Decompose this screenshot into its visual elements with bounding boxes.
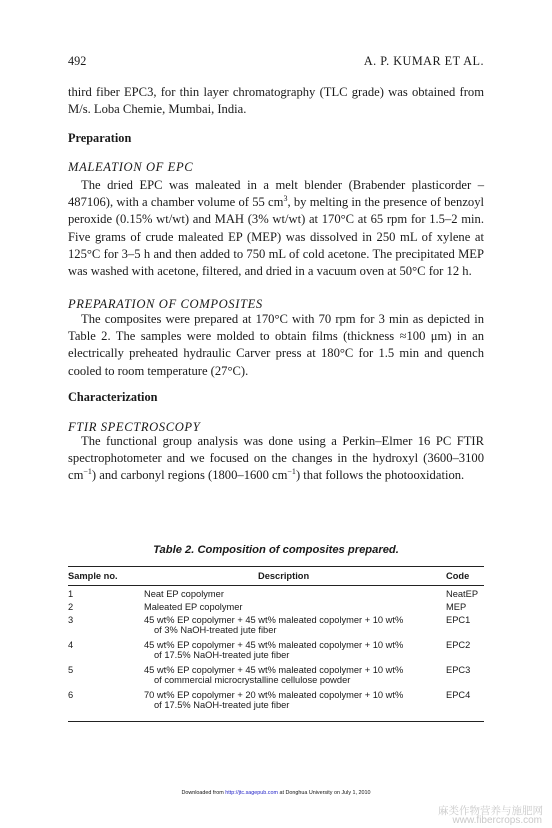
- cell-sample-no: 2: [68, 602, 74, 612]
- watermark-text: 麻类作物营养与施肥网: [438, 805, 543, 817]
- download-footer: [0, 790, 552, 796]
- table-row: [68, 665, 484, 690]
- section-heading-preparation: Preparation: [68, 131, 132, 145]
- cell-description-line: 70 wt% EP copolymer + 20 wt% maleated copolymer + 10 wt%: [144, 690, 404, 700]
- cell-sample-no: 5: [68, 665, 74, 675]
- cell-description: [144, 589, 434, 599]
- table-row: [68, 602, 484, 615]
- cell-sample-no: 6: [68, 690, 74, 700]
- cell-description-continuation: of 17.5% NaOH-treated jute fiber: [154, 650, 290, 660]
- cell-code: MEP: [446, 602, 467, 612]
- table-body: [68, 589, 484, 715]
- cell-description: [144, 640, 434, 660]
- footer-link[interactable]: http://jtc.sagepub.com: [225, 790, 278, 796]
- section-heading-characterization: Characterization: [68, 390, 158, 404]
- footer-suffix: at Donghua University on July 1, 2010: [277, 790, 371, 796]
- footer-prefix: Downloaded from: [181, 790, 226, 796]
- page-number: 492: [68, 54, 87, 68]
- column-header-description: Description: [258, 571, 310, 581]
- ftir-text-a: The functional group analysis was done using a Perkin–Elmer 16 PC FTIR spectrophotometer and we focused on the changes in the hydroxyl (3600–3100 cm: [68, 434, 484, 483]
- table-caption: Table 2. Composition of composites prepared.: [153, 544, 399, 556]
- cell-code: NeatEP: [446, 589, 479, 599]
- maleation-paragraph: [68, 177, 484, 280]
- cell-code: EPC2: [446, 640, 471, 650]
- subsection-heading-ftir: FTIR SPECTROSCOPY: [68, 420, 201, 434]
- table-top-rule: [68, 566, 484, 567]
- column-header-code: Code: [446, 571, 470, 581]
- cell-description-continuation: of commercial microcrystalline cellulose powder: [154, 675, 351, 685]
- ftir-paragraph: [68, 433, 484, 485]
- cell-description: [144, 665, 434, 685]
- table-header-rule: [68, 585, 484, 586]
- cell-code: EPC1: [446, 615, 471, 625]
- cell-sample-no: 3: [68, 615, 74, 625]
- table-row: [68, 690, 484, 715]
- composites-paragraph: The composites were prepared at 170°C with 70 rpm for 3 min as depicted in Table 2. The samples were molded to obtain films (thickness ≈100 μm) in an electrically preheated hydraulic Carver press at 180°C for 1.5 min and quench cooled to room temperature (27°C).: [68, 312, 484, 378]
- cell-description-line: Neat EP copolymer: [144, 589, 224, 599]
- intro-paragraph: third fiber EPC3, for thin layer chromatography (TLC grade) was obtained from M/s. Loba Chemie, Mumbai, India.: [68, 85, 484, 117]
- cell-description-continuation: of 17.5% NaOH-treated jute fiber: [154, 700, 290, 710]
- subsection-heading-maleation: MALEATION OF EPC: [68, 160, 194, 174]
- table-row: [68, 640, 484, 665]
- maleation-sup: 3: [283, 194, 288, 204]
- cell-description-line: 45 wt% EP copolymer + 45 wt% maleated copolymer + 10 wt%: [144, 665, 404, 675]
- ftir-text-c: ) that follows the photooxidation.: [295, 468, 465, 483]
- table-row: [68, 589, 484, 602]
- watermark-url: www.fibercrops.com: [452, 815, 542, 826]
- running-head: A. P. KUMAR ET AL.: [363, 54, 484, 68]
- cell-description: [144, 690, 434, 710]
- table-bottom-rule: [68, 721, 484, 722]
- cell-description-line: Maleated EP copolymer: [144, 602, 243, 612]
- cell-code: EPC4: [446, 690, 471, 700]
- column-header-sample-no: Sample no.: [68, 571, 118, 581]
- cell-description: [144, 602, 434, 612]
- maleation-text-a: The dried EPC was maleated in a melt blender (Brabender plasticorder – 487106), with a chamber volume of 55 cm: [68, 178, 484, 210]
- composition-table: [68, 568, 484, 584]
- table-header-row: [68, 568, 484, 584]
- cell-code: EPC3: [446, 665, 471, 675]
- ftir-sup-1: −1: [83, 467, 92, 477]
- table-row: [68, 615, 484, 640]
- cell-sample-no: 1: [68, 589, 74, 599]
- cell-description-line: 45 wt% EP copolymer + 45 wt% maleated copolymer + 10 wt%: [144, 640, 404, 650]
- page-header: [68, 54, 484, 70]
- cell-description-line: 45 wt% EP copolymer + 45 wt% maleated copolymer + 10 wt%: [144, 615, 404, 625]
- ftir-sup-2: −1: [287, 467, 296, 477]
- maleation-text-b: , by melting in the presence of benzoyl peroxide (0.15% wt/wt) and MAH (3% wt/wt) at 170°C at 65 rpm for 1.5–2 min. Five grams of crude maleated EP (MEP) was dissolved in 250 mL of xylene at 125°C for 3–5 h and then added to 750 mL of cold acetone. The precipitated MEP was washed with acetone, filtered, and dried in a vacuum oven at 50°C for 12 h.: [68, 195, 484, 279]
- ftir-text-b: ) and carbonyl regions (1800–1600 cm: [91, 468, 288, 483]
- cell-description: [144, 615, 434, 635]
- cell-description-continuation: of 3% NaOH-treated jute fiber: [154, 625, 277, 635]
- cell-sample-no: 4: [68, 640, 74, 650]
- subsection-heading-composites: PREPARATION OF COMPOSITES: [68, 297, 263, 311]
